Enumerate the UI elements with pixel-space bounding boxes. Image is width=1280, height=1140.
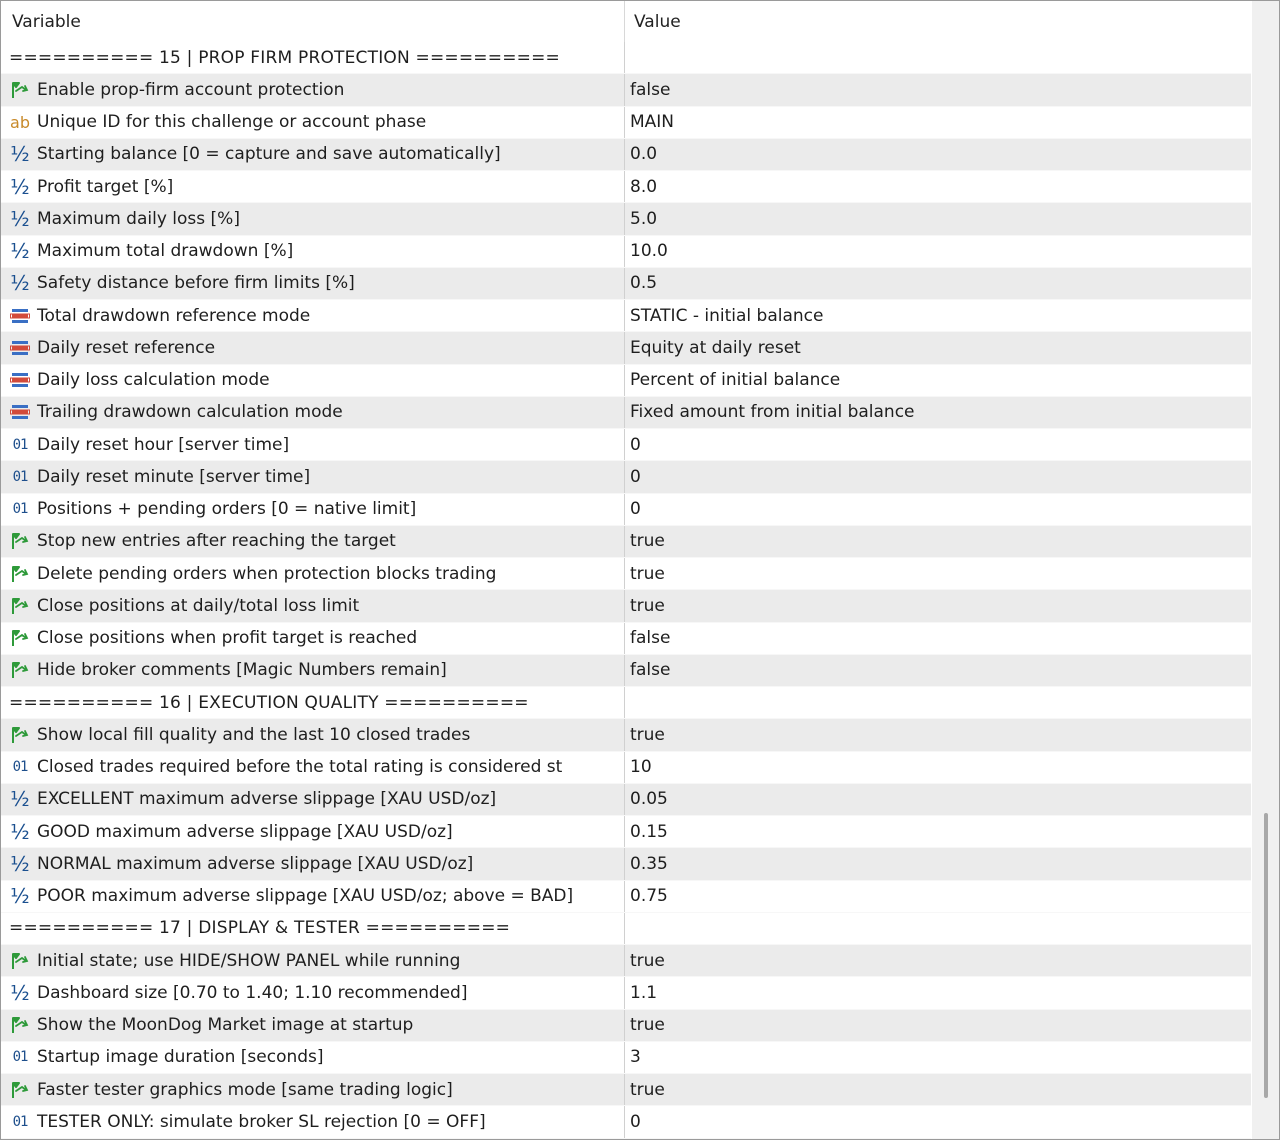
column-header-value[interactable]: Value xyxy=(634,12,681,32)
variable-name: Total drawdown reference mode xyxy=(37,305,311,326)
fraction-icon: ½ xyxy=(10,980,30,1005)
value-cell xyxy=(625,42,1251,73)
variable-cell[interactable] xyxy=(1,1010,625,1041)
variable-cell[interactable] xyxy=(1,139,625,170)
variable-name: Positions + pending orders [0 = native limit] xyxy=(37,499,417,520)
string-ab-icon: ab xyxy=(10,112,30,132)
value-cell[interactable] xyxy=(625,719,1251,750)
value-cell[interactable] xyxy=(625,526,1251,557)
table-row[interactable] xyxy=(1,881,1251,913)
value-text[interactable]: 0 xyxy=(630,499,641,520)
grid-header xyxy=(1,1,1251,42)
variable-cell[interactable] xyxy=(1,365,625,396)
table-row[interactable] xyxy=(1,268,1251,300)
variable-cell[interactable] xyxy=(1,42,625,73)
variable-name: EXCELLENT maximum adverse slippage [XAU USD/oz] xyxy=(37,789,497,810)
variable-name: Daily reset hour [server time] xyxy=(37,434,290,455)
value-cell[interactable] xyxy=(625,784,1251,815)
variable-cell[interactable] xyxy=(1,461,625,492)
fraction-icon: ½ xyxy=(10,142,30,167)
value-text[interactable]: 8.0 xyxy=(630,176,658,197)
value-cell[interactable] xyxy=(625,590,1251,621)
variable-name: Initial state; use HIDE/SHOW PANEL while running xyxy=(37,950,461,971)
variable-cell[interactable] xyxy=(1,397,625,428)
value-cell[interactable] xyxy=(625,74,1251,105)
enum-list-icon xyxy=(9,370,31,390)
value-text[interactable]: 0.35 xyxy=(630,853,668,874)
variable-cell[interactable] xyxy=(1,687,625,718)
variable-cell[interactable] xyxy=(1,494,625,525)
value-text[interactable]: 5.0 xyxy=(630,208,658,229)
variable-name: Starting balance [0 = capture and save automatically] xyxy=(37,144,501,165)
value-cell[interactable] xyxy=(625,461,1251,492)
value-text[interactable]: Equity at daily reset xyxy=(630,337,801,358)
section-header-row[interactable] xyxy=(1,913,1251,945)
value-text[interactable]: true xyxy=(630,1079,665,1100)
variable-cell[interactable] xyxy=(1,332,625,363)
scrollbar-thumb[interactable] xyxy=(1264,813,1268,1098)
variable-cell[interactable] xyxy=(1,236,625,267)
table-row[interactable] xyxy=(1,623,1251,655)
value-cell[interactable] xyxy=(625,203,1251,234)
variable-cell[interactable] xyxy=(1,816,625,847)
table-row[interactable] xyxy=(1,1106,1251,1138)
variable-name: Faster tester graphics mode [same trading logic] xyxy=(37,1079,453,1100)
value-cell[interactable] xyxy=(625,429,1251,460)
value-cell[interactable] xyxy=(625,236,1251,267)
variable-name: Startup image duration [seconds] xyxy=(37,1047,324,1068)
variable-name: Daily reset minute [server time] xyxy=(37,466,311,487)
fraction-icon: ½ xyxy=(10,271,30,296)
variable-name: Profit target [%] xyxy=(37,176,174,197)
value-cell[interactable] xyxy=(625,397,1251,428)
variable-cell[interactable] xyxy=(1,977,625,1008)
table-row[interactable] xyxy=(1,1042,1251,1074)
table-row[interactable] xyxy=(1,236,1251,268)
table-row[interactable] xyxy=(1,558,1251,590)
value-cell[interactable] xyxy=(625,623,1251,654)
value-text[interactable]: false xyxy=(630,660,671,681)
variable-name: Close positions at daily/total loss limit xyxy=(37,595,360,616)
value-text[interactable]: true xyxy=(630,595,665,616)
value-text[interactable]: true xyxy=(630,563,665,584)
value-text[interactable]: true xyxy=(630,950,665,971)
variable-cell[interactable] xyxy=(1,881,625,912)
value-cell[interactable] xyxy=(625,1106,1251,1137)
variable-name: Show the MoonDog Market image at startup xyxy=(37,1015,414,1036)
bool-arrow-icon xyxy=(9,564,31,584)
value-cell[interactable] xyxy=(625,300,1251,331)
value-cell[interactable] xyxy=(625,1010,1251,1041)
table-row[interactable] xyxy=(1,139,1251,171)
table-row[interactable] xyxy=(1,784,1251,816)
variable-name: Closed trades required before the total rating is considered st xyxy=(37,757,563,778)
table-row[interactable] xyxy=(1,719,1251,751)
table-row[interactable] xyxy=(1,655,1251,687)
value-text[interactable]: Percent of initial balance xyxy=(630,370,841,391)
variable-name: POOR maximum adverse slippage [XAU USD/oz; above = BAD] xyxy=(37,886,574,907)
section-header-row[interactable] xyxy=(1,42,1251,74)
variable-name: Daily reset reference xyxy=(37,337,216,358)
variable-cell[interactable] xyxy=(1,590,625,621)
table-row[interactable] xyxy=(1,816,1251,848)
table-row[interactable] xyxy=(1,300,1251,332)
value-text[interactable]: 0 xyxy=(630,1111,641,1132)
bool-arrow-icon xyxy=(9,1080,31,1100)
variable-name: GOOD maximum adverse slippage [XAU USD/oz] xyxy=(37,821,453,842)
value-cell[interactable] xyxy=(625,171,1251,202)
bool-arrow-icon xyxy=(9,531,31,551)
value-cell[interactable] xyxy=(625,494,1251,525)
variable-cell[interactable] xyxy=(1,1042,625,1073)
value-text[interactable]: 0.75 xyxy=(630,886,668,907)
table-row[interactable] xyxy=(1,526,1251,558)
variable-name: Maximum total drawdown [%] xyxy=(37,241,294,262)
variable-name: Dashboard size [0.70 to 1.40; 1.10 recommended] xyxy=(37,982,468,1003)
section-title: ========== 16 | EXECUTION QUALITY ========== xyxy=(9,692,529,713)
table-row[interactable] xyxy=(1,365,1251,397)
variable-cell[interactable] xyxy=(1,945,625,976)
table-row[interactable] xyxy=(1,397,1251,429)
variable-cell[interactable] xyxy=(1,1106,625,1137)
table-row[interactable] xyxy=(1,332,1251,364)
value-text[interactable]: 1.1 xyxy=(630,982,658,1003)
variable-name: NORMAL maximum adverse slippage [XAU USD/oz] xyxy=(37,853,474,874)
value-text[interactable]: false xyxy=(630,628,671,649)
table-row[interactable] xyxy=(1,494,1251,526)
value-text[interactable]: true xyxy=(630,531,665,552)
table-row[interactable] xyxy=(1,848,1251,880)
variable-name: Maximum daily loss [%] xyxy=(37,208,240,229)
bool-arrow-icon xyxy=(9,951,31,971)
value-text[interactable]: 0 xyxy=(630,434,641,455)
table-row[interactable] xyxy=(1,171,1251,203)
variable-name: Hide broker comments [Magic Numbers remain] xyxy=(37,660,447,681)
table-row[interactable] xyxy=(1,945,1251,977)
integer-01-icon: 01 xyxy=(12,1113,28,1130)
variable-name: Safety distance before firm limits [%] xyxy=(37,273,355,294)
bool-arrow-icon xyxy=(9,80,31,100)
value-text[interactable]: 0 xyxy=(630,466,641,487)
value-text[interactable]: Fixed amount from initial balance xyxy=(630,402,915,423)
enum-list-icon xyxy=(9,306,31,326)
variable-cell[interactable] xyxy=(1,171,625,202)
table-row[interactable] xyxy=(1,752,1251,784)
value-text[interactable]: 10.0 xyxy=(630,241,668,262)
column-header-variable[interactable]: Variable xyxy=(1,1,625,42)
variable-cell[interactable] xyxy=(1,784,625,815)
enum-list-icon xyxy=(9,402,31,422)
variable-cell[interactable] xyxy=(1,203,625,234)
integer-01-icon: 01 xyxy=(12,468,28,485)
value-cell xyxy=(625,913,1251,944)
variable-cell[interactable] xyxy=(1,558,625,589)
value-text[interactable]: 10 xyxy=(630,757,652,778)
variable-name: Stop new entries after reaching the target xyxy=(37,531,396,552)
table-row[interactable] xyxy=(1,203,1251,235)
value-cell[interactable] xyxy=(625,139,1251,170)
table-row[interactable] xyxy=(1,74,1251,106)
value-text[interactable]: 0.5 xyxy=(630,273,658,294)
value-text[interactable]: 3 xyxy=(630,1047,641,1068)
fraction-icon: ½ xyxy=(10,884,30,909)
variable-cell[interactable] xyxy=(1,107,625,138)
value-cell[interactable] xyxy=(625,977,1251,1008)
value-cell[interactable] xyxy=(625,268,1251,299)
fraction-icon: ½ xyxy=(10,851,30,876)
variable-name: TESTER ONLY: simulate broker SL rejection [0 = OFF] xyxy=(37,1111,486,1132)
value-cell[interactable] xyxy=(625,365,1251,396)
value-text[interactable]: 0.15 xyxy=(630,821,668,842)
bool-arrow-icon xyxy=(9,596,31,616)
value-cell[interactable] xyxy=(625,816,1251,847)
variable-cell[interactable] xyxy=(1,913,625,944)
integer-01-icon: 01 xyxy=(12,501,28,518)
table-row[interactable] xyxy=(1,977,1251,1009)
enum-list-icon xyxy=(9,338,31,358)
table-row[interactable] xyxy=(1,461,1251,493)
section-title: ========== 17 | DISPLAY & TESTER ========== xyxy=(9,918,511,939)
fraction-icon: ½ xyxy=(10,174,30,199)
value-text[interactable]: 0.0 xyxy=(630,144,658,165)
integer-01-icon: 01 xyxy=(12,759,28,776)
variable-cell[interactable] xyxy=(1,300,625,331)
table-row[interactable] xyxy=(1,107,1251,139)
table-row[interactable] xyxy=(1,1010,1251,1042)
bool-arrow-icon xyxy=(9,725,31,745)
variable-name: Trailing drawdown calculation mode xyxy=(37,402,343,423)
variable-cell[interactable] xyxy=(1,268,625,299)
variable-cell[interactable] xyxy=(1,1074,625,1105)
value-cell xyxy=(625,687,1251,718)
variable-cell[interactable] xyxy=(1,655,625,686)
variable-cell[interactable] xyxy=(1,623,625,654)
integer-01-icon: 01 xyxy=(12,1049,28,1066)
value-cell[interactable] xyxy=(625,848,1251,879)
fraction-icon: ½ xyxy=(10,239,30,264)
value-text[interactable]: true xyxy=(630,724,665,745)
value-cell[interactable] xyxy=(625,881,1251,912)
value-cell[interactable] xyxy=(625,945,1251,976)
fraction-icon: ½ xyxy=(10,819,30,844)
variable-name: Unique ID for this challenge or account phase xyxy=(37,112,427,133)
variable-name: Show local fill quality and the last 10 closed trades xyxy=(37,724,471,745)
value-cell[interactable] xyxy=(625,332,1251,363)
variable-cell[interactable] xyxy=(1,752,625,783)
bool-arrow-icon xyxy=(9,660,31,680)
value-cell[interactable] xyxy=(625,1042,1251,1073)
value-cell[interactable] xyxy=(625,752,1251,783)
section-title: ========== 15 | PROP FIRM PROTECTION ========== xyxy=(9,47,560,68)
integer-01-icon: 01 xyxy=(12,436,28,453)
value-cell[interactable] xyxy=(625,1074,1251,1105)
bool-arrow-icon xyxy=(9,628,31,648)
value-text[interactable]: STATIC - initial balance xyxy=(630,305,824,326)
grid-body xyxy=(1,42,1251,1139)
variable-cell[interactable] xyxy=(1,74,625,105)
variable-cell[interactable] xyxy=(1,526,625,557)
value-cell[interactable] xyxy=(625,558,1251,589)
value-text[interactable]: 0.05 xyxy=(630,789,668,810)
section-header-row[interactable] xyxy=(1,687,1251,719)
variable-name: Delete pending orders when protection blocks trading xyxy=(37,563,497,584)
value-text[interactable]: false xyxy=(630,79,671,100)
fraction-icon: ½ xyxy=(10,787,30,812)
variable-cell[interactable] xyxy=(1,848,625,879)
variable-cell[interactable] xyxy=(1,719,625,750)
bool-arrow-icon xyxy=(9,1015,31,1035)
variable-name: Daily loss calculation mode xyxy=(37,370,270,391)
value-cell[interactable] xyxy=(625,107,1251,138)
value-cell[interactable] xyxy=(625,655,1251,686)
table-row[interactable] xyxy=(1,1074,1251,1106)
variable-name: Enable prop-firm account protection xyxy=(37,79,345,100)
variable-name: Close positions when profit target is reached xyxy=(37,628,418,649)
value-text[interactable]: MAIN xyxy=(630,112,675,133)
variable-cell[interactable] xyxy=(1,429,625,460)
table-row[interactable] xyxy=(1,590,1251,622)
table-row[interactable] xyxy=(1,429,1251,461)
fraction-icon: ½ xyxy=(10,206,30,231)
value-text[interactable]: true xyxy=(630,1015,665,1036)
